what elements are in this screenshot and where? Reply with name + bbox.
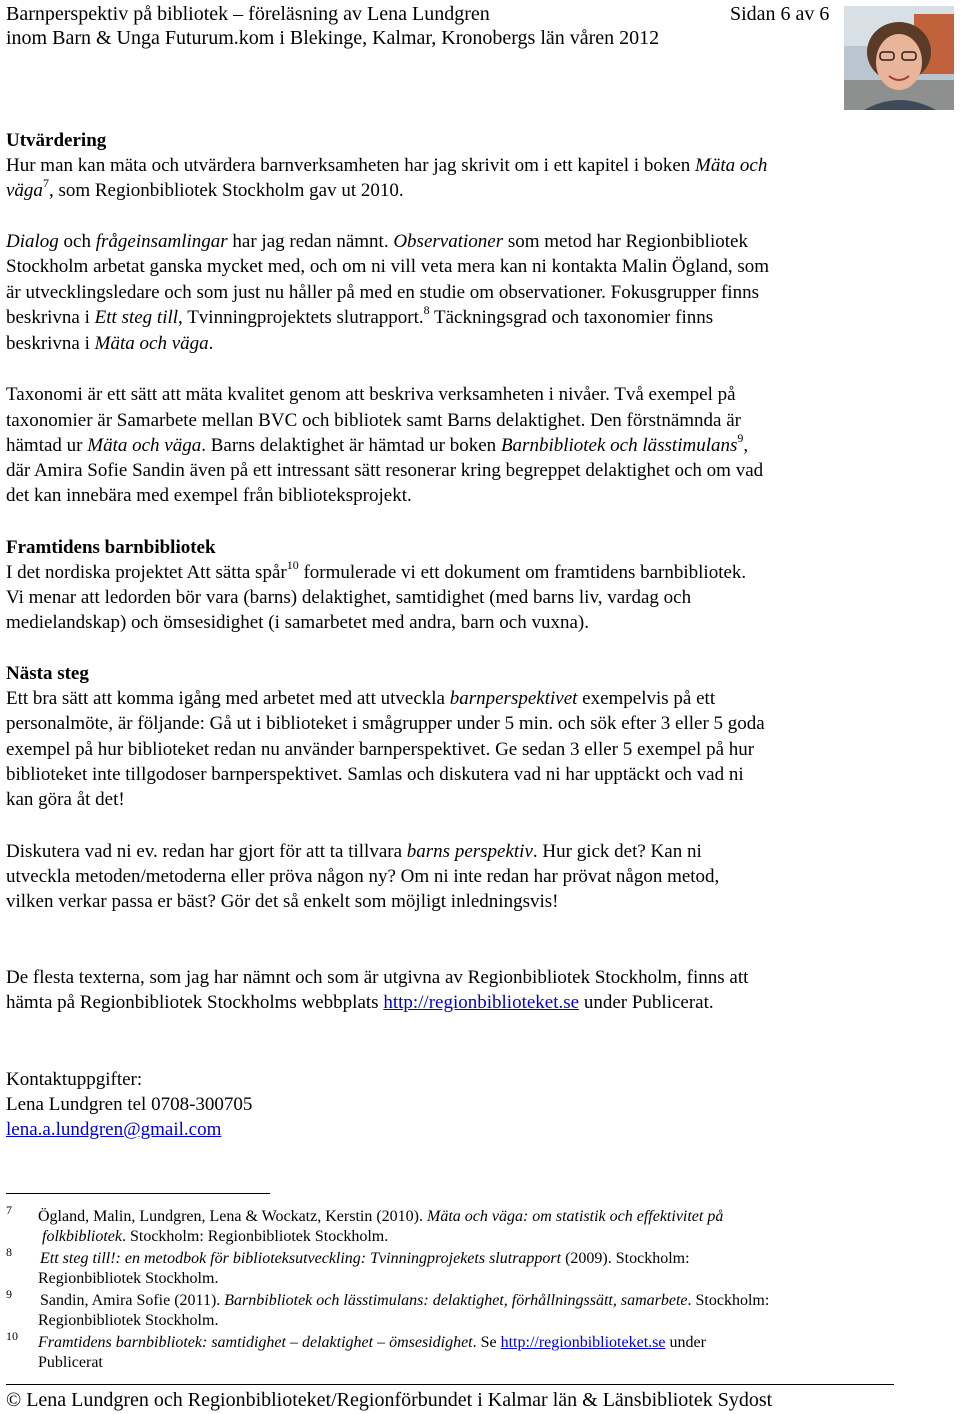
footnote-separator	[6, 1193, 270, 1194]
paragraph-line: Diskutera vad ni ev. redan har gjort för att ta tillvara barns perspektiv. Hur gick det? Kan ni	[6, 841, 702, 862]
footnote-number: 10	[6, 1329, 18, 1343]
paragraph-line: I det nordiska projektet Att sätta spår$^{10}$ formulerade vi ett dokument om framtidens barnbibliotek.	[6, 558, 747, 583]
contact-label: Kontaktuppgifter:	[6, 1069, 143, 1090]
paragraph-line: personalmöte, är följande: Gå ut i biblioteket i smågrupper under 5 min. och sök efter 3 eller 5 goda	[6, 713, 765, 734]
heading-framtidens-barnbibliotek: Framtidens barnbibliotek	[6, 537, 216, 558]
paragraph-line: beskrivna i Ett steg till, Tvinningprojektets slutrapport.$^8$ Täckningsgrad och taxonomier finns	[6, 303, 714, 328]
footnote-10: Framtidens barnbibliotek: samtidighet – delaktighet – ömsesidighet. Se http://regionbiblioteket.se under	[38, 1334, 706, 1351]
paragraph-line: Ett bra sätt att komma igång med arbetet med att utveckla barnperspektivet exempelvis på ett	[6, 688, 716, 709]
footer-rule	[6, 1384, 894, 1385]
header-subtitle: inom Barn & Unga Futurum.kom i Blekinge, Kalmar, Kronobergs län våren 2012	[6, 27, 660, 49]
paragraph-line: Stockholm arbetat ganska mycket med, och om ni vill veta mera kan ni kontakta Malin Ögland, som	[6, 256, 769, 277]
paragraph-line: Dialog och frågeinsamlingar har jag redan nämnt. Observationer som metod har Regionbibliotek	[6, 231, 748, 252]
footnote-8: Ett steg till!: en metodbok för biblioteksutveckling: Tvinningprojekets slutrapport (2009). Stockholm:	[40, 1250, 690, 1267]
author-photo	[844, 6, 954, 110]
regionbiblioteket-link[interactable]: http://regionbiblioteket.se	[383, 992, 580, 1013]
footnote-7: Ögland, Malin, Lundgren, Lena & Wockatz, Kerstin (2010). Mäta och väga: om statistik och effektivitet på	[38, 1208, 724, 1225]
footnote-link[interactable]: http://regionbiblioteket.se	[500, 1334, 666, 1351]
footnote-number: 7	[6, 1203, 12, 1217]
paragraph-line: Vi menar att ledorden bör vara (barns) delaktighet, samtidighet (med barns liv, vardag och	[6, 587, 692, 608]
paragraph-line: biblioteket inte tillgodoser barnperspektivet. Samlas och diskutera vad ni har upptäckt och vad ni	[6, 764, 744, 785]
header-title: Barnperspektiv på bibliotek – föreläsning av Lena Lundgren	[6, 3, 490, 25]
contact-name-phone: Lena Lundgren tel 0708-300705	[6, 1094, 253, 1115]
footnote-9: Sandin, Amira Sofie (2011). Barnbibliotek och lässtimulans: delaktighet, förhållningssätt, samarbete. Stockholm:	[40, 1292, 770, 1309]
paragraph-line: är utvecklingsledare och som just nu håller på med en studie om observationer. Fokusgrupper finns	[6, 282, 759, 303]
paragraph-line: Taxonomi är ett sätt att mäta kvalitet genom att beskriva verksamheten i nivåer. Två exempel på	[6, 384, 736, 405]
contact-email-link[interactable]: lena.a.lundgren@gmail.com	[6, 1119, 222, 1140]
paragraph-line: Hur man kan mäta och utvärdera barnverksamheten har jag skrivit om i ett kapitel i boken Mäta och	[6, 155, 768, 176]
paragraph-line: det kan innebära med exempel från biblioteksprojekt.	[6, 485, 412, 506]
paragraph-line: utveckla metoden/metoderna eller pröva någon ny? Om ni inte redan har prövat någon metod,	[6, 866, 720, 887]
paragraph-line: beskrivna i Mäta och väga.	[6, 333, 214, 354]
paragraph-line: kan göra åt det!	[6, 789, 125, 810]
footnote-number: 8	[6, 1245, 12, 1259]
paragraph-line: De flesta texterna, som jag har nämnt och som är utgivna av Regionbibliotek Stockholm, finns att	[6, 967, 749, 988]
paragraph-line: medielandskap) och ömsesidighet (i samarbetet med andra, barn och vuxna).	[6, 612, 589, 633]
footnote-7-cont: folkbibliotek. Stockholm: Regionbibliotek Stockholm.	[42, 1228, 389, 1245]
footnote-10-cont: Publicerat	[38, 1354, 103, 1371]
heading-utvardering: Utvärdering	[6, 130, 107, 151]
paragraph-line: taxonomier är Samarbete mellan BVC och bibliotek samt Barns delaktighet. Den förstnämnda är	[6, 410, 741, 431]
footnote-8-cont: Regionbibliotek Stockholm.	[38, 1270, 219, 1287]
paragraph-line: väga$^7$, som Regionbibliotek Stockholm gav ut 2010.	[6, 176, 404, 201]
paragraph-line: vilken verkar passa er bäst? Gör det så enkelt som möjligt inledningsvis!	[6, 891, 559, 912]
header-page-number: Sidan 6 av 6	[730, 3, 830, 25]
footer-copyright: © Lena Lundgren och Regionbiblioteket/Regionförbundet i Kalmar län & Länsbibliotek Sydost	[6, 1389, 773, 1411]
paragraph-line: hämtad ur Mäta och väga. Barns delaktighet är hämtad ur boken Barnbibliotek och lässtimulans$^9$,	[6, 431, 749, 456]
heading-nasta-steg: Nästa steg	[6, 663, 89, 684]
paragraph-line: hämta på Regionbibliotek Stockholms webbplats http://regionbiblioteket.se under Publicerat.	[6, 992, 714, 1013]
paragraph-line: exempel på hur biblioteket redan nu använder barnperspektivet. Ge sedan 3 eller 5 exempel på hur	[6, 739, 755, 760]
footnote-number: 9	[6, 1287, 12, 1301]
paragraph-line: där Amira Sofie Sandin även på ett intressant sätt resonerar kring begreppet delaktighet och om vad	[6, 460, 764, 481]
footnote-9-cont: Regionbibliotek Stockholm.	[38, 1312, 219, 1329]
